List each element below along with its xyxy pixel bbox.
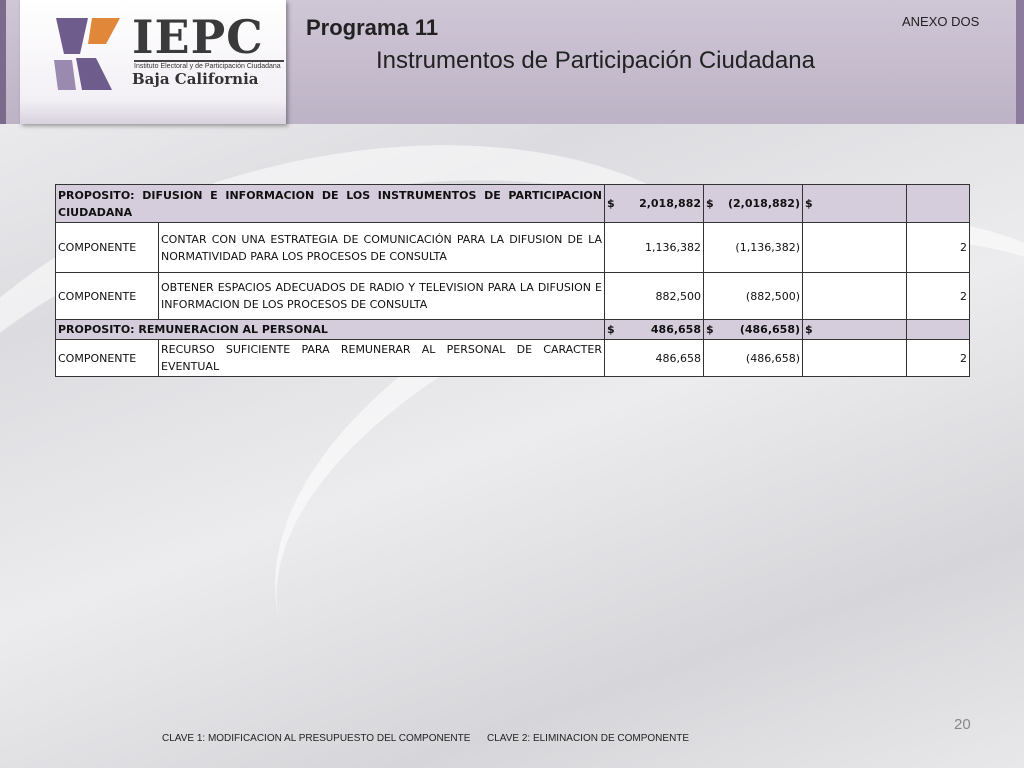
currency-symbol: $ — [805, 323, 813, 336]
currency-cell — [803, 185, 907, 223]
amount-cell — [605, 320, 704, 340]
header-accent-bar — [1016, 0, 1024, 124]
table-row-component — [56, 273, 970, 320]
currency-symbol: $ — [607, 323, 615, 336]
component-label: COMPONENTE — [56, 273, 159, 320]
page-number: 20 — [954, 716, 971, 733]
currency-cell — [803, 340, 907, 377]
modified-value: (1,136,382) — [704, 223, 803, 273]
table-row-purpose — [56, 185, 970, 223]
table-row-component — [56, 340, 970, 377]
currency-symbol: $ — [607, 197, 615, 210]
currency-cell — [803, 273, 907, 320]
currency-cell — [803, 223, 907, 273]
component-description: RECURSO SUFICIENTE PARA REMUNERAR AL PERSONAL DE CARACTER EVENTUAL — [159, 340, 605, 377]
modified-value: (486,658) — [739, 323, 800, 336]
iepc-logo — [20, 0, 286, 124]
footer-clave-2: CLAVE 2: ELIMINACION DE COMPONENTE — [487, 733, 690, 744]
key-cell — [907, 185, 970, 223]
logo-region-text: Baja California — [132, 70, 259, 88]
modified-value: (882,500) — [704, 273, 803, 320]
component-description: CONTAR CON UNA ESTRATEGIA DE COMUNICACIÓN PARA LA DIFUSION DE LA NORMATIVIDAD PARA LOS PROCESOS DE CONSULTA — [159, 223, 605, 273]
component-label: COMPONENTE — [56, 340, 159, 377]
component-label: COMPONENTE — [56, 223, 159, 273]
purpose-label: PROPOSITO: DIFUSION E INFORMACION DE LOS INSTRUMENTOS DE PARTICIPACION CIUDADANA — [56, 185, 605, 223]
amount-value: 1,136,382 — [605, 223, 704, 273]
key-cell — [907, 320, 970, 340]
amount-cell — [605, 185, 704, 223]
modified-cell — [704, 320, 803, 340]
page-subtitle: Instrumentos de Participación Ciudadana — [376, 47, 815, 74]
modified-cell — [704, 185, 803, 223]
page-title: Programa 11 — [306, 15, 439, 40]
key-cell: 2 — [907, 223, 970, 273]
amount-value: 486,658 — [650, 323, 701, 336]
currency-symbol: $ — [706, 323, 714, 336]
currency-symbol: $ — [805, 197, 813, 210]
background-swoosh — [0, 59, 830, 768]
modified-value: (486,658) — [704, 340, 803, 377]
table-row-component — [56, 223, 970, 273]
budget-table — [55, 184, 970, 377]
logo-subtitle-text: Instituto Electoral y de Participación Ciudadana — [134, 60, 284, 70]
modified-value: (2,018,882) — [728, 197, 800, 210]
amount-value: 2,018,882 — [639, 197, 701, 210]
footer-clave-1: CLAVE 1: MODIFICACION AL PRESUPUESTO DEL COMPONENTE — [162, 733, 471, 744]
key-cell: 2 — [907, 340, 970, 377]
table-row-purpose — [56, 320, 970, 340]
iepc-emblem-icon — [50, 14, 128, 94]
purpose-label: PROPOSITO: REMUNERACION AL PERSONAL — [56, 320, 605, 340]
amount-value: 882,500 — [605, 273, 704, 320]
currency-cell — [803, 320, 907, 340]
component-description: OBTENER ESPACIOS ADECUADOS DE RADIO Y TELEVISION PARA LA DIFUSION E INFORMACION DE LOS PROCESOS DE CONSULTA — [159, 273, 605, 320]
logo-brand-text: IEPC — [132, 10, 264, 64]
key-cell: 2 — [907, 273, 970, 320]
currency-symbol: $ — [706, 197, 714, 210]
annex-label: ANEXO DOS — [902, 14, 980, 29]
amount-value: 486,658 — [605, 340, 704, 377]
